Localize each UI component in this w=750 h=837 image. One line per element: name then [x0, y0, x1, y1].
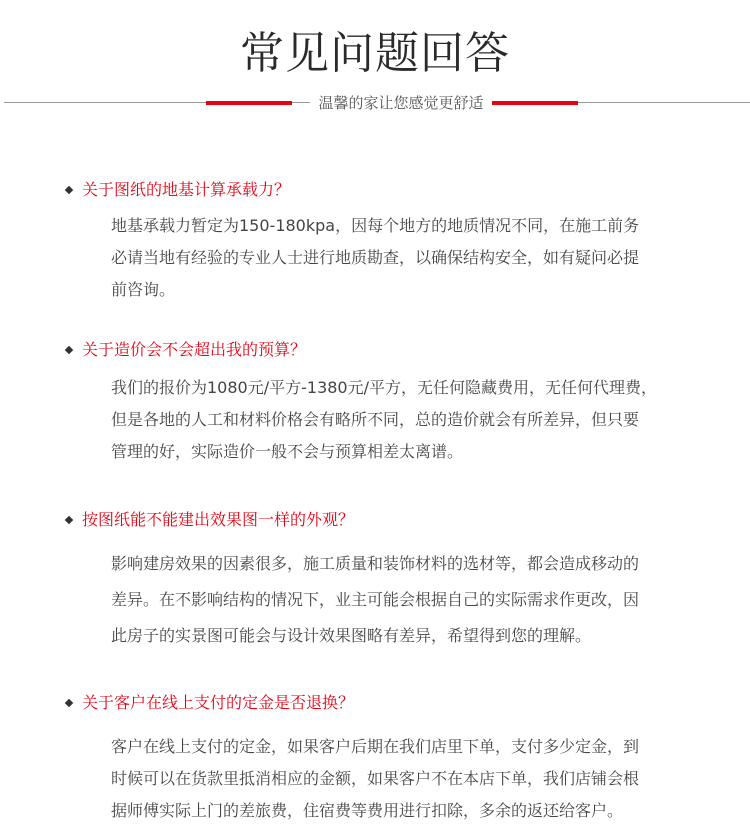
faq-answer-line: 我们的报价为1080元/平方-1380元/平方，无任何隐藏费用，无任何代理费，: [111, 378, 657, 397]
faq-answer-line: 必请当地有经验的专业人士进行地质勘查，以确保结构安全，如有疑问必提: [111, 248, 640, 267]
diamond-bullet-icon: [65, 699, 73, 707]
faq-question-text: 关于客户在线上支付的定金是否退换？: [82, 693, 355, 712]
diamond-bullet-icon: [65, 186, 73, 194]
faq-answer-line: 此房子的实景图可能会与设计效果图略有差异，希望得到您的理解。: [111, 626, 592, 645]
faq-question: [63, 691, 354, 715]
faq-answer-line: 影响建房效果的因素很多，施工质量和装饰材料的选材等，都会造成移动的: [111, 554, 640, 573]
faq-answer: [111, 372, 691, 468]
faq-answer-line: 差异。在不影响结构的情况下，业主可能会根据自己的实际需求作更改，因: [111, 590, 640, 609]
faq-question-text: 关于造价会不会超出我的预算？: [82, 340, 307, 359]
faq-question: [63, 178, 290, 202]
faq-question: [63, 338, 306, 362]
faq-answer-line: 管理的好，实际造价一般不会与预算相差太离谱。: [111, 442, 464, 461]
faq-answer: [111, 731, 691, 827]
faq-answer-line: 地基承载力暂定为150-180kpa，因每个地方的地质情况不同，在施工前务: [111, 216, 640, 235]
page-title: 常见问题回答: [240, 28, 510, 79]
divider-accent-left: [206, 101, 292, 105]
faq-question: [63, 508, 354, 532]
faq-answer: [111, 210, 691, 306]
diamond-bullet-icon: [65, 346, 73, 354]
faq-answer-line: 前咨询。: [111, 280, 176, 299]
diamond-bullet-icon: [65, 516, 73, 524]
faq-question-text: 按图纸能不能建出效果图一样的外观？: [82, 510, 355, 529]
faq-question-text: 关于图纸的地基计算承载力？: [82, 180, 291, 199]
faq-answer-line: 据师傅实际上门的差旅费，住宿费等费用进行扣除，多余的返还给客户。: [111, 801, 624, 820]
faq-answer-line: 时候可以在货款里抵消相应的金额，如果客户不在本店下单，我们店铺会根: [111, 769, 640, 788]
faq-answer-line: 客户在线上支付的定金，如果客户后期在我们店里下单，支付多少定金，到: [111, 737, 640, 756]
faq-answer-line: 但是各地的人工和材料价格会有略所不同，总的造价就会有所差异，但只要: [111, 410, 640, 429]
page-subtitle: 温馨的家让您感觉更舒适: [318, 94, 484, 112]
divider-accent-right: [492, 101, 578, 105]
faq-answer: [111, 546, 691, 654]
